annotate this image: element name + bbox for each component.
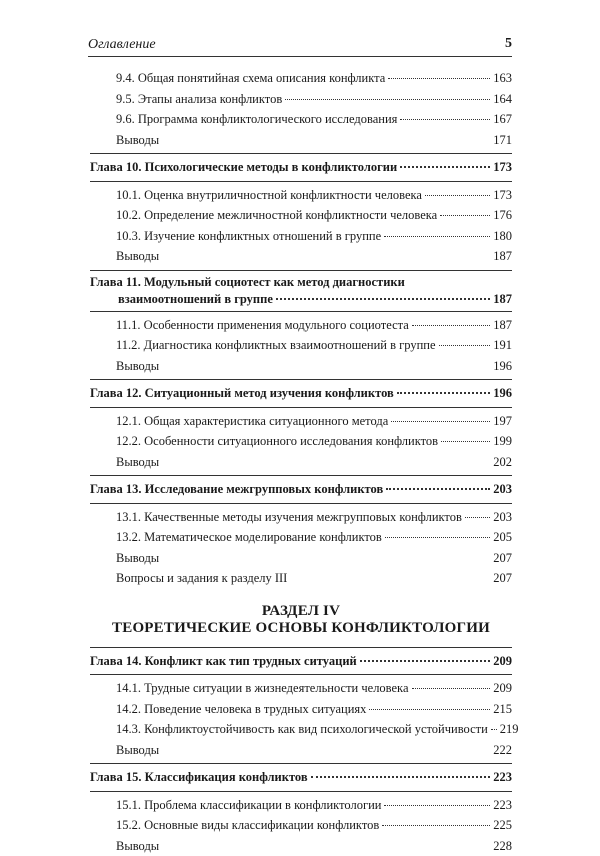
toc-entry[interactable]: Вопросы и задания к разделу III 207 — [90, 568, 512, 589]
toc-entry[interactable]: 14.2. Поведение человека в трудных ситуациях 215 — [90, 699, 512, 720]
divider — [90, 647, 512, 648]
divider — [90, 181, 512, 182]
toc-entry[interactable]: 13.1. Качественные методы изучения межгрупповых конфликтов 203 — [90, 507, 512, 528]
toc-chapter[interactable]: Глава 14. Конфликт как тип трудных ситуаций 209 — [90, 651, 512, 672]
divider — [90, 379, 512, 380]
toc-entry[interactable]: 10.2. Определение межличностной конфликтности человека 176 — [90, 205, 512, 226]
toc-entry[interactable]: 15.2. Основные виды классификации конфликтов 225 — [90, 815, 512, 836]
toc-entry[interactable]: 13.2. Математическое моделирование конфликтов 205 — [90, 527, 512, 548]
toc-chapter[interactable]: Глава 13. Исследование межгрупповых конфликтов 203 — [90, 479, 512, 500]
toc-chapter[interactable]: Глава 12. Ситуационный метод изучения конфликтов 196 — [90, 383, 512, 404]
toc-entry[interactable]: Выводы 202 — [90, 452, 512, 473]
toc-entry[interactable]: 9.6. Программа конфликтологического исследования 167 — [90, 109, 512, 130]
toc-entry[interactable]: 9.4. Общая понятийная схема описания конфликта 163 — [90, 68, 512, 89]
running-header — [88, 36, 512, 57]
toc-entry[interactable]: 15.1. Проблема классификации в конфликтологии 223 — [90, 795, 512, 816]
divider — [90, 407, 512, 408]
divider — [90, 270, 512, 271]
divider — [90, 153, 512, 154]
divider — [90, 763, 512, 764]
toc-entry[interactable]: Выводы 222 — [90, 740, 512, 761]
toc-chapter[interactable]: Глава 10. Психологические методы в конфликтологии 173 — [90, 157, 512, 178]
toc-chapter[interactable]: Глава 11. Модульный социотест как метод диагностики взаимоотношений в группе 187 — [90, 274, 512, 308]
table-of-contents — [90, 68, 512, 856]
divider — [90, 475, 512, 476]
toc-entry[interactable]: Выводы 228 — [90, 836, 512, 856]
divider — [90, 311, 512, 312]
toc-entry[interactable]: Выводы 207 — [90, 548, 512, 569]
section-number: РАЗДЕЛ IV — [90, 603, 512, 620]
toc-entry[interactable]: 9.5. Этапы анализа конфликтов 164 — [90, 89, 512, 110]
divider — [90, 503, 512, 504]
toc-entry[interactable]: Выводы 196 — [90, 356, 512, 377]
toc-entry[interactable]: 12.1. Общая характеристика ситуационного метода 197 — [90, 411, 512, 432]
toc-entry[interactable]: 14.1. Трудные ситуации в жизнедеятельности человека 209 — [90, 678, 512, 699]
section-title: ТЕОРЕТИЧЕСКИЕ ОСНОВЫ КОНФЛИКТОЛОГИИ — [90, 620, 512, 637]
header-title: Оглавление — [88, 37, 156, 53]
divider — [90, 791, 512, 792]
toc-entry[interactable]: 14.3. Конфликтоустойчивость как вид психологической устойчивости 219 — [90, 719, 512, 740]
toc-entry[interactable]: Выводы 187 — [90, 246, 512, 267]
toc-entry[interactable]: Выводы 171 — [90, 130, 512, 151]
toc-chapter[interactable]: Глава 15. Классификация конфликтов 223 — [90, 767, 512, 788]
toc-entry[interactable]: 11.2. Диагностика конфликтных взаимоотношений в группе 191 — [90, 335, 512, 356]
divider — [90, 674, 512, 675]
toc-entry[interactable]: 12.2. Особенности ситуационного исследования конфликтов 199 — [90, 431, 512, 452]
section-heading — [90, 603, 512, 637]
toc-entry[interactable]: 10.1. Оценка внутриличностной конфликтности человека 173 — [90, 185, 512, 206]
page-number: 5 — [505, 36, 512, 52]
toc-entry[interactable]: 10.3. Изучение конфликтных отношений в группе 180 — [90, 226, 512, 247]
toc-entry[interactable]: 11.1. Особенности применения модульного социотеста 187 — [90, 315, 512, 336]
